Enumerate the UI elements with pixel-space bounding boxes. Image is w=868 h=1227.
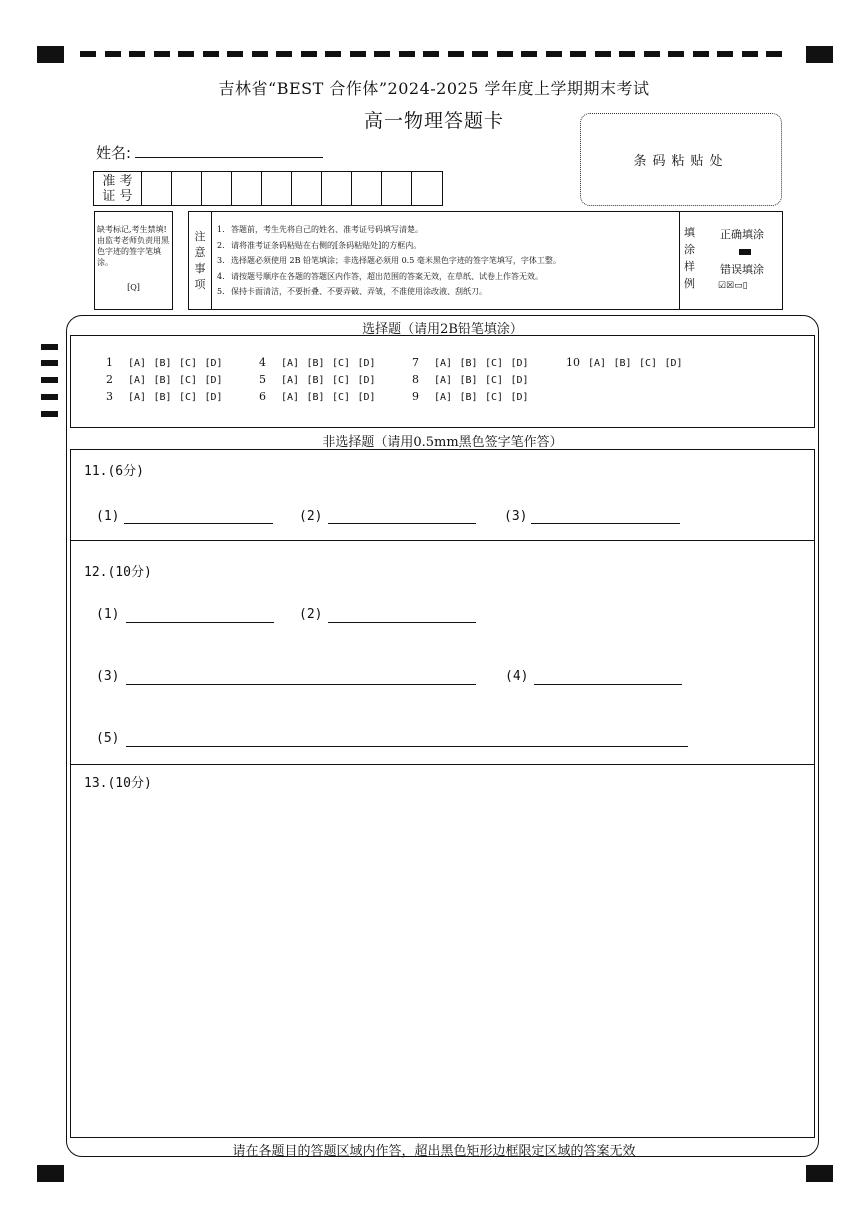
timing-dash [129, 51, 145, 57]
timing-dash [252, 51, 268, 57]
choice-answer-box [70, 335, 815, 428]
timing-dash [301, 51, 317, 57]
timing-dash [693, 51, 709, 57]
timing-dash [717, 51, 733, 57]
question-number: 2 [106, 373, 113, 386]
ticket-digit-cell[interactable] [412, 172, 442, 205]
notes-box [188, 211, 783, 310]
question-number: 6 [259, 390, 266, 403]
choice-bubble-b[interactable]: [B] [306, 375, 325, 386]
choice-question-5 [259, 373, 383, 386]
choice-bubble-b[interactable]: [B] [613, 358, 632, 369]
choice-bubble-a[interactable]: [A] [281, 375, 300, 386]
choice-bubble-c[interactable]: [C] [485, 392, 504, 403]
side-timing-mark [41, 394, 58, 400]
timing-dash [521, 51, 537, 57]
choice-question-3 [106, 390, 230, 403]
wrong-fill-label: 错误填涂 [720, 263, 764, 276]
ticket-label [94, 172, 142, 205]
ticket-digit-cell[interactable] [352, 172, 382, 205]
timing-dash [668, 51, 684, 57]
fill-heading: 填 涂 样 例 [684, 226, 695, 290]
choice-question-9 [412, 390, 536, 403]
choice-bubble-a[interactable]: [A] [128, 358, 147, 369]
choice-section-title: 选择题（请用2B铅笔填涂） [362, 322, 523, 337]
choice-bubble-d[interactable]: [D] [357, 375, 376, 386]
choice-bubble-d[interactable]: [D] [204, 358, 223, 369]
timing-dash [80, 51, 96, 57]
divider-q12-q13 [70, 764, 815, 765]
q11-blank-2-label: (2) [299, 509, 323, 524]
q12-blank-1-label: (1) [96, 607, 120, 622]
choice-bubble-c[interactable]: [C] [179, 358, 198, 369]
choice-bubble-a[interactable]: [A] [434, 392, 453, 403]
q11-blank-1[interactable] [124, 523, 273, 524]
q12-blank-2[interactable] [328, 622, 476, 623]
timing-dash [619, 51, 635, 57]
choice-bubble-d[interactable]: [D] [510, 392, 529, 403]
choice-bubble-a[interactable]: [A] [434, 358, 453, 369]
question-number: 10 [566, 356, 580, 369]
timing-dash [546, 51, 562, 57]
choice-question-7 [412, 356, 536, 369]
timing-dash [472, 51, 488, 57]
absent-mark-bubble[interactable]: [Q] [127, 283, 140, 292]
choice-question-10 [566, 356, 690, 369]
timing-dash [595, 51, 611, 57]
correct-fill-label: 正确填涂 [720, 228, 764, 241]
wrong-fill-marks: ☑☒▭▯ [718, 281, 748, 291]
choice-bubble-b[interactable]: [B] [153, 358, 172, 369]
q12-title: 12.(10分) [84, 565, 152, 580]
card-title: 高一物理答题卡 [363, 110, 504, 132]
q12-blank-1[interactable] [126, 622, 274, 623]
notes-heading-char: 注 [194, 229, 206, 243]
q12-blank-4[interactable] [534, 684, 682, 685]
side-timing-mark [41, 360, 58, 366]
ticket-digit-cell[interactable] [202, 172, 232, 205]
choice-bubble-d[interactable]: [D] [204, 375, 223, 386]
question-number: 8 [412, 373, 419, 386]
ticket-digit-cell[interactable] [292, 172, 322, 205]
absent-mark-box [94, 211, 173, 310]
exam-title: 吉林省“BEST 合作体”2024-2025 学年度上学期期末考试 [218, 79, 650, 98]
timing-dash [276, 51, 292, 57]
ticket-digit-cell[interactable] [382, 172, 412, 205]
timing-dash [766, 51, 782, 57]
corner-mark-top-right [806, 46, 833, 63]
ticket-number-grid[interactable] [93, 171, 443, 206]
choice-bubble-c[interactable]: [C] [332, 392, 351, 403]
ticket-label-line1: 准 考 [102, 174, 133, 189]
absent-instruction: 缺考标记,考生禁填!由监考老师负责用黑色字迹的签字笔填涂。 [97, 225, 169, 267]
nonchoice-section-title: 非选择题（请用0.5mm黑色签字笔作答） [322, 435, 563, 450]
note-item: 4. 请按题号顺序在各题的答题区内作答，超出范围的答案无效，在草纸、试卷上作答无效。 [217, 271, 543, 281]
notes-heading-char: 意 [194, 245, 206, 259]
side-timing-mark [41, 411, 58, 417]
q12-blank-3[interactable] [126, 684, 476, 685]
choice-bubble-d[interactable]: [D] [357, 392, 376, 403]
ticket-digit-cell[interactable] [232, 172, 262, 205]
timing-dash [399, 51, 415, 57]
choice-bubble-a[interactable]: [A] [588, 358, 607, 369]
choice-bubble-a[interactable]: [A] [434, 375, 453, 386]
q12-blank-5-label: (5) [96, 731, 120, 746]
question-number: 9 [412, 390, 419, 403]
timing-dash [423, 51, 439, 57]
ticket-digit-cell[interactable] [172, 172, 202, 205]
choice-bubble-b[interactable]: [B] [459, 375, 478, 386]
note-item: 2. 请将准考证条码粘贴在右侧的[条码粘贴处]的方框内。 [217, 240, 422, 250]
choice-bubble-c[interactable]: [C] [332, 358, 351, 369]
timing-dash [105, 51, 121, 57]
timing-dash [350, 51, 366, 57]
q13-answer-area[interactable] [74, 800, 811, 1132]
question-number: 1 [106, 356, 113, 369]
corner-mark-top-left [37, 46, 64, 63]
choice-bubble-d[interactable]: [D] [357, 358, 376, 369]
question-number: 5 [259, 373, 266, 386]
q12-blank-5[interactable] [126, 746, 688, 747]
notes-list [217, 222, 561, 300]
timing-dash [325, 51, 341, 57]
choice-bubble-c[interactable]: [C] [179, 392, 198, 403]
choice-bubble-d[interactable]: [D] [204, 392, 223, 403]
timing-dash [227, 51, 243, 57]
choice-bubble-a[interactable]: [A] [281, 358, 300, 369]
q11-blank-1-label: (1) [96, 509, 120, 524]
choice-bubble-c[interactable]: [C] [179, 375, 198, 386]
correct-fill-mark [739, 249, 751, 255]
notes-heading [189, 212, 212, 309]
choice-question-4 [259, 356, 383, 369]
choice-bubble-d[interactable]: [D] [510, 375, 529, 386]
timing-dash [203, 51, 219, 57]
choice-bubble-c[interactable]: [C] [332, 375, 351, 386]
name-field[interactable] [135, 157, 323, 158]
timing-dash [154, 51, 170, 57]
timing-dash [374, 51, 390, 57]
note-item: 3. 选择题必须使用 2B 铅笔填涂；非选择题必须用 0.5 毫米黑色字迹的签字笔填写，字体工整。 [217, 256, 561, 265]
q11-blank-3[interactable] [531, 523, 680, 524]
notes-heading-char: 事 [194, 261, 206, 275]
choice-bubble-d[interactable]: [D] [510, 358, 529, 369]
choice-bubble-b[interactable]: [B] [153, 392, 172, 403]
ticket-digit-cell[interactable] [322, 172, 352, 205]
choice-bubble-d[interactable]: [D] [664, 358, 683, 369]
choice-bubble-a[interactable]: [A] [128, 375, 147, 386]
choice-bubble-a[interactable]: [A] [281, 392, 300, 403]
question-number: 7 [412, 356, 419, 369]
note-item: 1. 答题前，考生先将自己的姓名、准考证号码填写清楚。 [217, 225, 423, 234]
corner-mark-bottom-right [806, 1165, 833, 1182]
footer-warning: 请在各题目的答题区域内作答，超出黑色矩形边框限定区域的答案无效 [232, 1144, 636, 1159]
q13-title: 13.(10分) [84, 776, 152, 791]
q11-blank-2[interactable] [328, 523, 476, 524]
timing-dash [497, 51, 513, 57]
ticket-digit-cell[interactable] [262, 172, 292, 205]
choice-bubble-b[interactable]: [B] [153, 375, 172, 386]
notes-heading-char: 项 [194, 277, 206, 291]
choice-question-8 [412, 373, 536, 386]
timing-dash [448, 51, 464, 57]
name-label: 姓名: [96, 144, 132, 162]
q12-blank-2-label: (2) [299, 607, 323, 622]
ticket-digit-cell[interactable] [142, 172, 172, 205]
divider-q11-q12 [70, 540, 815, 541]
choice-bubble-b[interactable]: [B] [459, 358, 478, 369]
barcode-area: 条码粘贴处 [580, 113, 782, 206]
fill-example [679, 212, 784, 309]
choice-bubble-b[interactable]: [B] [459, 392, 478, 403]
choice-question-6 [259, 390, 383, 403]
timing-dash [178, 51, 194, 57]
question-number: 4 [259, 356, 266, 369]
choice-bubble-b[interactable]: [B] [306, 358, 325, 369]
choice-question-1 [106, 356, 230, 369]
q12-blank-3-label: (3) [96, 669, 120, 684]
timing-dash [570, 51, 586, 57]
q11-title: 11.(6分) [84, 464, 144, 479]
side-timing-mark [41, 344, 58, 350]
corner-mark-bottom-left [37, 1165, 64, 1182]
question-number: 3 [106, 390, 113, 403]
choice-bubble-c[interactable]: [C] [485, 358, 504, 369]
choice-question-2 [106, 373, 230, 386]
q11-blank-3-label: (3) [504, 509, 528, 524]
q12-blank-4-label: (4) [505, 669, 529, 684]
choice-bubble-c[interactable]: [C] [639, 358, 658, 369]
ticket-label-line2: 证 号 [102, 189, 133, 204]
note-item: 5. 保持卡面清洁，不要折叠、不要弄破、弄皱，不准使用涂改液、刮纸刀。 [217, 287, 487, 296]
choice-bubble-b[interactable]: [B] [306, 392, 325, 403]
choice-bubble-a[interactable]: [A] [128, 392, 147, 403]
timing-dash [742, 51, 758, 57]
timing-dash [644, 51, 660, 57]
side-timing-mark [41, 377, 58, 383]
choice-bubble-c[interactable]: [C] [485, 375, 504, 386]
